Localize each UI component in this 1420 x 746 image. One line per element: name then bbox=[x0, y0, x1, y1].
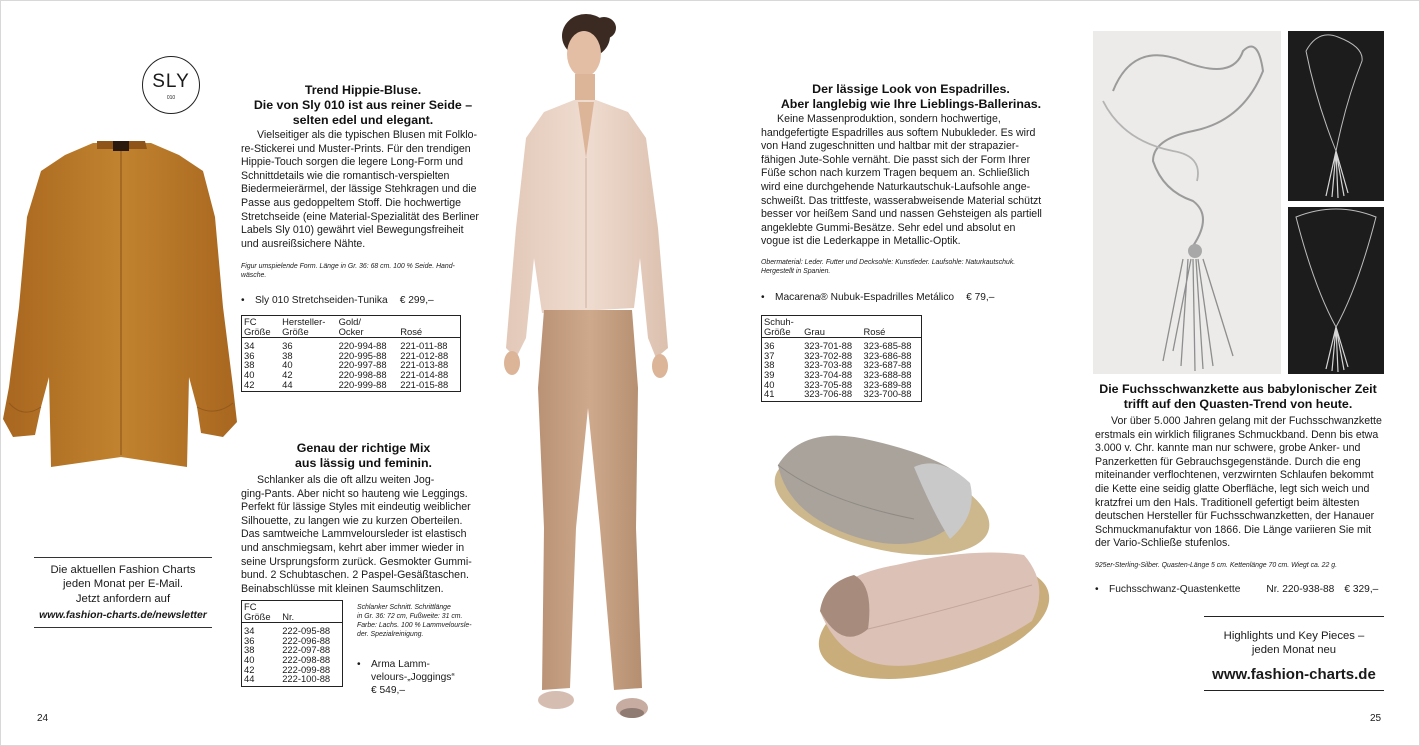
text-line: Schmuckmanufaktur von 1866. Die Länge variieren Sie mit bbox=[1095, 523, 1372, 536]
promo-url[interactable]: www.fashion-charts.de bbox=[1212, 665, 1376, 683]
table-row: 40 222-098-88 bbox=[244, 653, 331, 665]
text-line: miteinander verflochtenen, verzwirnten Schlaufen bekommt bbox=[1095, 469, 1374, 482]
table-header: Schuh- Größe bbox=[762, 316, 803, 338]
pants-product-line: • Arma Lamm- velours-„Joggings“ € 549,– bbox=[357, 658, 492, 697]
newsletter-box bbox=[29, 563, 217, 624]
model-photo bbox=[482, 8, 682, 728]
table-header: Hersteller- Größe bbox=[280, 316, 336, 338]
text-line: jeden Monat neu bbox=[1251, 644, 1337, 657]
product-name: Fuchsschwanz-Quastenkette bbox=[1109, 584, 1241, 595]
text-line: Hippie-Touch sorgen die legere Long-Form und bbox=[241, 156, 464, 169]
necklace-product-line: • Fuchsschwanz-Quastenkette Nr. 220-938-88 € 329,– bbox=[1095, 584, 1379, 595]
table-row: 37 323-702-88 323-686-88 bbox=[764, 349, 912, 361]
table-header-row bbox=[762, 316, 922, 338]
promo-rule-top bbox=[1204, 616, 1384, 617]
text-line: Perfekt für lässige Styles mit eindeutig weiblicher bbox=[241, 501, 471, 514]
text-line: Obermaterial: Leder. Futter und Decksohle: Kunstleder. Laufsohle: Naturkautschuk. bbox=[761, 259, 1016, 266]
text-line: Keine Massenproduktion, sondern hochwertige, bbox=[777, 113, 1001, 125]
table-row: 36 323-701-88 323-685-88 bbox=[764, 340, 912, 352]
product-price: € 549,– bbox=[371, 685, 405, 696]
espadrilles-product-line: • Macarena® Nubuk-Espadrilles Metálico € 79,– bbox=[761, 292, 995, 303]
table-header: Nr. bbox=[280, 601, 342, 623]
text-line: wäsche. bbox=[241, 272, 267, 279]
table-row: 42 222-099-88 bbox=[244, 663, 331, 675]
text-line: Das samtweiche Lammveloursleder ist elastisch bbox=[241, 528, 467, 541]
heading-line: Genau der richtige Mix bbox=[296, 441, 431, 455]
blouse-description bbox=[241, 129, 486, 251]
text-line: wird eine durchgehende Naturkautschuk-Laufsohle ange- bbox=[761, 180, 1031, 193]
table-row: 34 222-095-88 bbox=[244, 625, 331, 637]
heading-line: aus lässig und feminin. bbox=[294, 456, 432, 470]
necklace-chain bbox=[1093, 31, 1281, 374]
logo-brand: SLY bbox=[152, 71, 190, 92]
heading-line: Trend Hippie-Bluse. bbox=[304, 83, 422, 97]
text-line: erstmals ein wirklich filigranes Schmuckband. Denn bis etwa bbox=[1095, 428, 1379, 441]
text-line: Vor über 5.000 Jahren gelang mit der Fuchsschwanzkette bbox=[1111, 415, 1382, 427]
espadrilles-size-table bbox=[761, 315, 922, 402]
text-line: seine Ursprungsform zurück. Gesmokter Gummi- bbox=[241, 555, 472, 568]
table-row: 36 222-096-88 bbox=[244, 634, 331, 646]
necklace-chain bbox=[1288, 31, 1384, 201]
logo-sub: 010 bbox=[166, 95, 176, 101]
text-line: der Vario-Schließe stufenlos. bbox=[1095, 537, 1231, 550]
text-line: der. Spezialreinigung. bbox=[357, 631, 424, 638]
ochre-blouse-image bbox=[1, 137, 241, 469]
page-number-right: 25 bbox=[1370, 713, 1382, 724]
product-name: Macarena® Nubuk-Espadrilles Metálico bbox=[775, 292, 955, 303]
table-header: Rosé bbox=[398, 316, 460, 338]
text-line: und anschmiegsam, kehrt aber immer wieder in bbox=[241, 541, 465, 554]
text-line: Biedermeierärmel, der lässige Stehkragen und die bbox=[241, 183, 477, 196]
necklace-material: 925er-Sterling-Silber. Quasten-Länge 5 cm. Kettenlänge 70 cm. Wiegt ca. 22 g. bbox=[1095, 562, 1338, 569]
newsletter-rule-top bbox=[34, 557, 212, 558]
necklace-chain bbox=[1288, 207, 1384, 374]
text-line: kratzfrei um den Hals. Traditionell gefertigt beim ältesten bbox=[1095, 496, 1360, 509]
text-line: 3.000 v. Chr. kannte man nur schwere, grobe Anker- und bbox=[1095, 442, 1361, 455]
text-line: bund. 2 Schubtaschen. 2 Paspel-Gesäßtaschen. bbox=[241, 569, 469, 582]
heading-line: Die von Sly 010 ist aus reiner Seide – bbox=[253, 98, 473, 112]
heading-line: selten edel und elegant. bbox=[292, 113, 434, 127]
page-number-left: 24 bbox=[37, 713, 49, 724]
text-line: Schlanker als die oft allzu weiten Jog- bbox=[257, 474, 435, 486]
text-line: Hergestellt in Spanien. bbox=[761, 268, 831, 275]
text-line: Silhouette, zu langen wie zu kurzen Oberteilen. bbox=[241, 514, 463, 527]
necklace-heading bbox=[1088, 382, 1388, 412]
text-line: Beinabschlüsse mit kleinen Saumschlitzen. bbox=[241, 582, 444, 595]
newsletter-rule-bottom bbox=[34, 627, 212, 628]
text-line: re-Stickerei und Muster-Prints. Für den trendigen bbox=[241, 142, 471, 155]
product-price: € 329,– bbox=[1344, 584, 1379, 595]
text-line: Farbe: Lachs. 100 % Lammveloursle- bbox=[357, 622, 472, 629]
product-number: Nr. 220-938-88 bbox=[1266, 584, 1335, 595]
text-line: und ausreißsichere Nähte. bbox=[241, 237, 366, 250]
table-header: FC Größe bbox=[242, 601, 281, 623]
product-name: Arma Lamm- bbox=[371, 659, 430, 670]
pants-material bbox=[357, 603, 492, 639]
promo-box bbox=[1204, 629, 1384, 684]
table-row: 40 323-705-88 323-689-88 bbox=[764, 378, 912, 390]
text-line: schweißt. Das trittfeste, wasserabweisende Material schützt bbox=[761, 194, 1042, 207]
necklace-description bbox=[1095, 415, 1385, 551]
heading-line: Aber langlebig wie Ihre Lieblings-Ballerinas. bbox=[780, 97, 1042, 111]
table-header-row bbox=[242, 601, 343, 623]
blouse-material bbox=[241, 262, 491, 280]
table-row: 36 38 220-995-88 221-012-88 bbox=[244, 349, 449, 361]
text-line: Vielseitiger als die typischen Blusen mit Folklo- bbox=[257, 129, 478, 141]
right-page bbox=[710, 0, 1420, 746]
heading-line: trifft auf den Quasten-Trend von heute. bbox=[1123, 397, 1353, 411]
necklace-photo-small-2 bbox=[1288, 207, 1384, 374]
text-line: in Gr. 36: 72 cm, Fußweite: 31 cm. bbox=[357, 613, 463, 620]
text-line: deutschen Hersteller für Fuchsschwanzketten, der Hanauer bbox=[1095, 510, 1375, 523]
text-line: ging-Pants. Aber nicht so hauteng wie Leggings. bbox=[241, 487, 468, 500]
text-line: Stretchseide (eine Material-Spezialität des Berliner bbox=[241, 210, 479, 223]
text-line: Panzerketten für Gebrauchsgegenstände. Durch die eng bbox=[1095, 455, 1361, 468]
table-row: 38 40 220-997-88 221-013-88 bbox=[244, 359, 449, 371]
table-row: 41 323-706-88 323-700-88 bbox=[764, 388, 912, 400]
text-line: besser vor heißem Sand und nassen Gehsteigen als partiell bbox=[761, 208, 1042, 221]
product-price: € 79,– bbox=[966, 292, 995, 303]
text-line: Labels Sly 010) gewährt viel Bewegungsfreiheit bbox=[241, 224, 464, 237]
text-line: Schnittdetails wie die romantisch-verspielten bbox=[241, 169, 450, 182]
product-price: € 299,– bbox=[399, 295, 434, 306]
text-line: velours-„Joggings“ bbox=[371, 672, 455, 683]
espadrilles-description bbox=[761, 113, 1061, 249]
necklace-photo-small-1 bbox=[1288, 31, 1384, 201]
pants-description bbox=[241, 474, 486, 596]
espadrilles-material bbox=[761, 258, 1061, 276]
text-line: die Kette eine seidig glatte Oberfläche, legt sich weich und bbox=[1095, 482, 1370, 495]
table-row: 44 222-100-88 bbox=[244, 673, 331, 685]
text-line: handgefertigte Espadrilles aus softem Nubukleder. Es wird bbox=[761, 126, 1036, 139]
pants-heading bbox=[241, 441, 486, 471]
table-row: 42 44 220-999-88 221-015-88 bbox=[244, 378, 449, 390]
pants-size-table bbox=[241, 600, 343, 687]
newsletter-link[interactable]: www.fashion-charts.de/newsletter bbox=[39, 610, 207, 622]
text-line: von Hand zugeschnitten und haltbar mit der strapazier- bbox=[761, 140, 1019, 153]
text-line: Schlanker Schnitt. Schrittlänge bbox=[357, 604, 451, 611]
sly-010-logo bbox=[142, 56, 200, 114]
table-row: 34 36 220-994-88 221-011-88 bbox=[244, 340, 448, 352]
table-row: 39 323-704-88 323-688-88 bbox=[764, 368, 912, 380]
text-line: jeden Monat per E-Mail. bbox=[63, 578, 183, 591]
table-header: Rosé bbox=[862, 316, 922, 338]
text-line: Passe aus gedoppeltem Stoff. Die hochwertige bbox=[241, 196, 462, 209]
table-header: Gold/ Ocker bbox=[337, 316, 399, 338]
text-line: angeklebte Gummi-Besätze. Sehr edel und absolut en bbox=[761, 221, 1016, 234]
text-line: Figur umspielende Form. Länge in Gr. 36: 68 cm. 100 % Seide. Hand- bbox=[241, 263, 455, 270]
text-line: Die aktuellen Fashion Charts bbox=[50, 564, 196, 576]
text-line: Highlights und Key Pieces – bbox=[1223, 630, 1365, 642]
blouse-size-table bbox=[241, 315, 461, 392]
espadrilles-heading bbox=[750, 82, 1072, 112]
table-header: Grau bbox=[802, 316, 861, 338]
text-line: Füße schon nach kurzem Tragen bequem an. Schließlich bbox=[761, 167, 1030, 180]
table-row: 38 222-097-88 bbox=[244, 644, 331, 656]
blouse-heading bbox=[229, 83, 497, 128]
necklace-photo-large bbox=[1093, 31, 1281, 374]
heading-line: Der lässige Look von Espadrilles. bbox=[812, 82, 1010, 96]
table-header: FC Größe bbox=[242, 316, 281, 338]
table-header-row bbox=[242, 316, 461, 338]
product-name: Sly 010 Stretchseiden-Tunika bbox=[255, 295, 388, 306]
text-line: Jetzt anfordern auf bbox=[75, 592, 171, 605]
text-line: fähigen Jute-Sohle vernäht. Die passt sich der Form Ihrer bbox=[761, 153, 1031, 166]
table-row: 40 42 220-998-88 221-014-88 bbox=[244, 368, 449, 380]
table-row: 38 323-703-88 323-687-88 bbox=[764, 359, 912, 371]
text-line: vogue ist die Lederkappe in Metallic-Optik. bbox=[761, 235, 961, 248]
promo-rule-bottom bbox=[1204, 690, 1384, 691]
heading-line: Die Fuchsschwanzkette aus babylonischer Zeit bbox=[1099, 382, 1377, 396]
espadrilles-image bbox=[764, 415, 1064, 715]
blouse-product-line: • Sly 010 Stretchseiden-Tunika € 299,– bbox=[241, 295, 434, 306]
